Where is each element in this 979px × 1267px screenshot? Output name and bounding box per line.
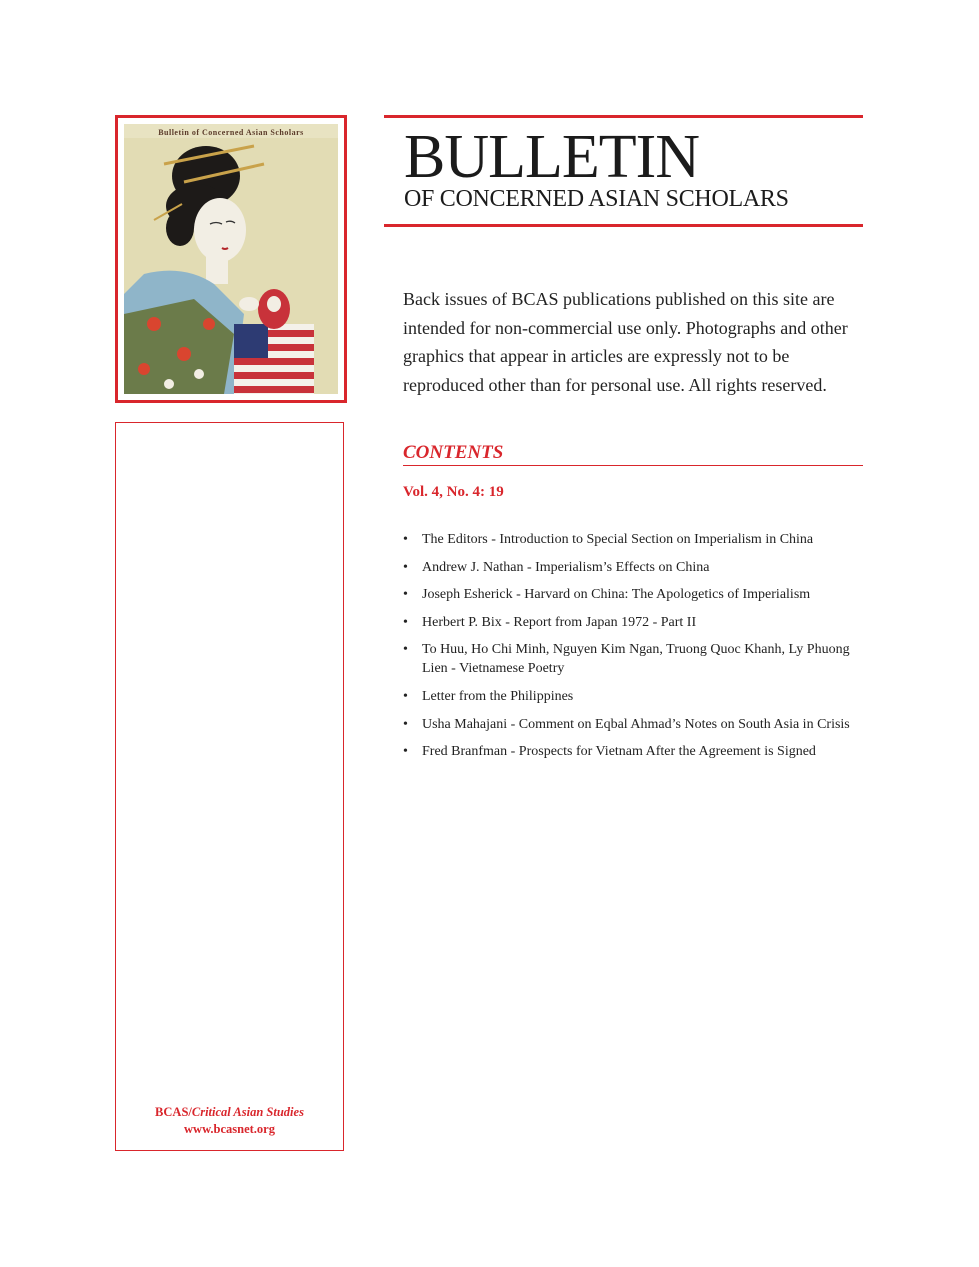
toc-item[interactable]: • Letter from the Philippines xyxy=(403,687,863,706)
toc-item[interactable]: • Usha Mahajani - Comment on Eqbal Ahmad’s Notes on South Asia in Crisis xyxy=(403,715,863,734)
masthead-rule-top xyxy=(384,115,863,118)
toc-item[interactable]: • Herbert P. Bix - Report from Japan 1972 - Part II xyxy=(403,613,863,632)
toc-item[interactable]: • To Huu, Ho Chi Minh, Nguyen Kim Ngan, Truong Quoc Khanh, Ly Phuong Lien - Vietnamese Poetry xyxy=(403,640,863,678)
cover-frame xyxy=(115,115,347,403)
usage-notice: Back issues of BCAS publications published on this site are intended for non-commercial use only. Photographs and other graphics that appear in articles are expressly not to be reproduced other than for personal use. All rights reserved. xyxy=(403,289,848,395)
org-name xyxy=(116,1104,343,1121)
volume-label: Vol. 4, No. 4: 19 xyxy=(403,484,504,500)
org-italic: Critical Asian Studies xyxy=(191,1105,304,1119)
toc-item[interactable]: • Fred Branfman - Prospects for Vietnam After the Agreement is Signed xyxy=(403,742,863,761)
cover-image xyxy=(124,124,338,394)
toc-item[interactable]: • The Editors - Introduction to Special Section on Imperialism in China xyxy=(403,530,863,549)
org-prefix: BCAS/ xyxy=(155,1105,192,1119)
masthead-title: BULLETIN xyxy=(404,123,700,191)
sidebar-box xyxy=(115,422,344,1151)
masthead-rule-bottom xyxy=(384,224,863,227)
table-of-contents xyxy=(403,530,863,770)
ukiyo-e-woman-with-flag-icon xyxy=(124,124,338,394)
masthead xyxy=(404,123,864,212)
contents-heading: CONTENTS xyxy=(403,441,863,466)
toc-item[interactable]: • Joseph Esherick - Harvard on China: The Apologetics of Imperialism xyxy=(403,585,863,604)
toc-item[interactable]: • Andrew J. Nathan - Imperialism’s Effects on China xyxy=(403,558,863,577)
org-url[interactable]: www.bcasnet.org xyxy=(184,1122,275,1136)
masthead-subtitle: OF CONCERNED ASIAN SCHOLARS xyxy=(404,186,789,212)
cover-title: Bulletin of Concerned Asian Scholars xyxy=(158,128,304,137)
sidebar-footer xyxy=(116,1104,343,1138)
